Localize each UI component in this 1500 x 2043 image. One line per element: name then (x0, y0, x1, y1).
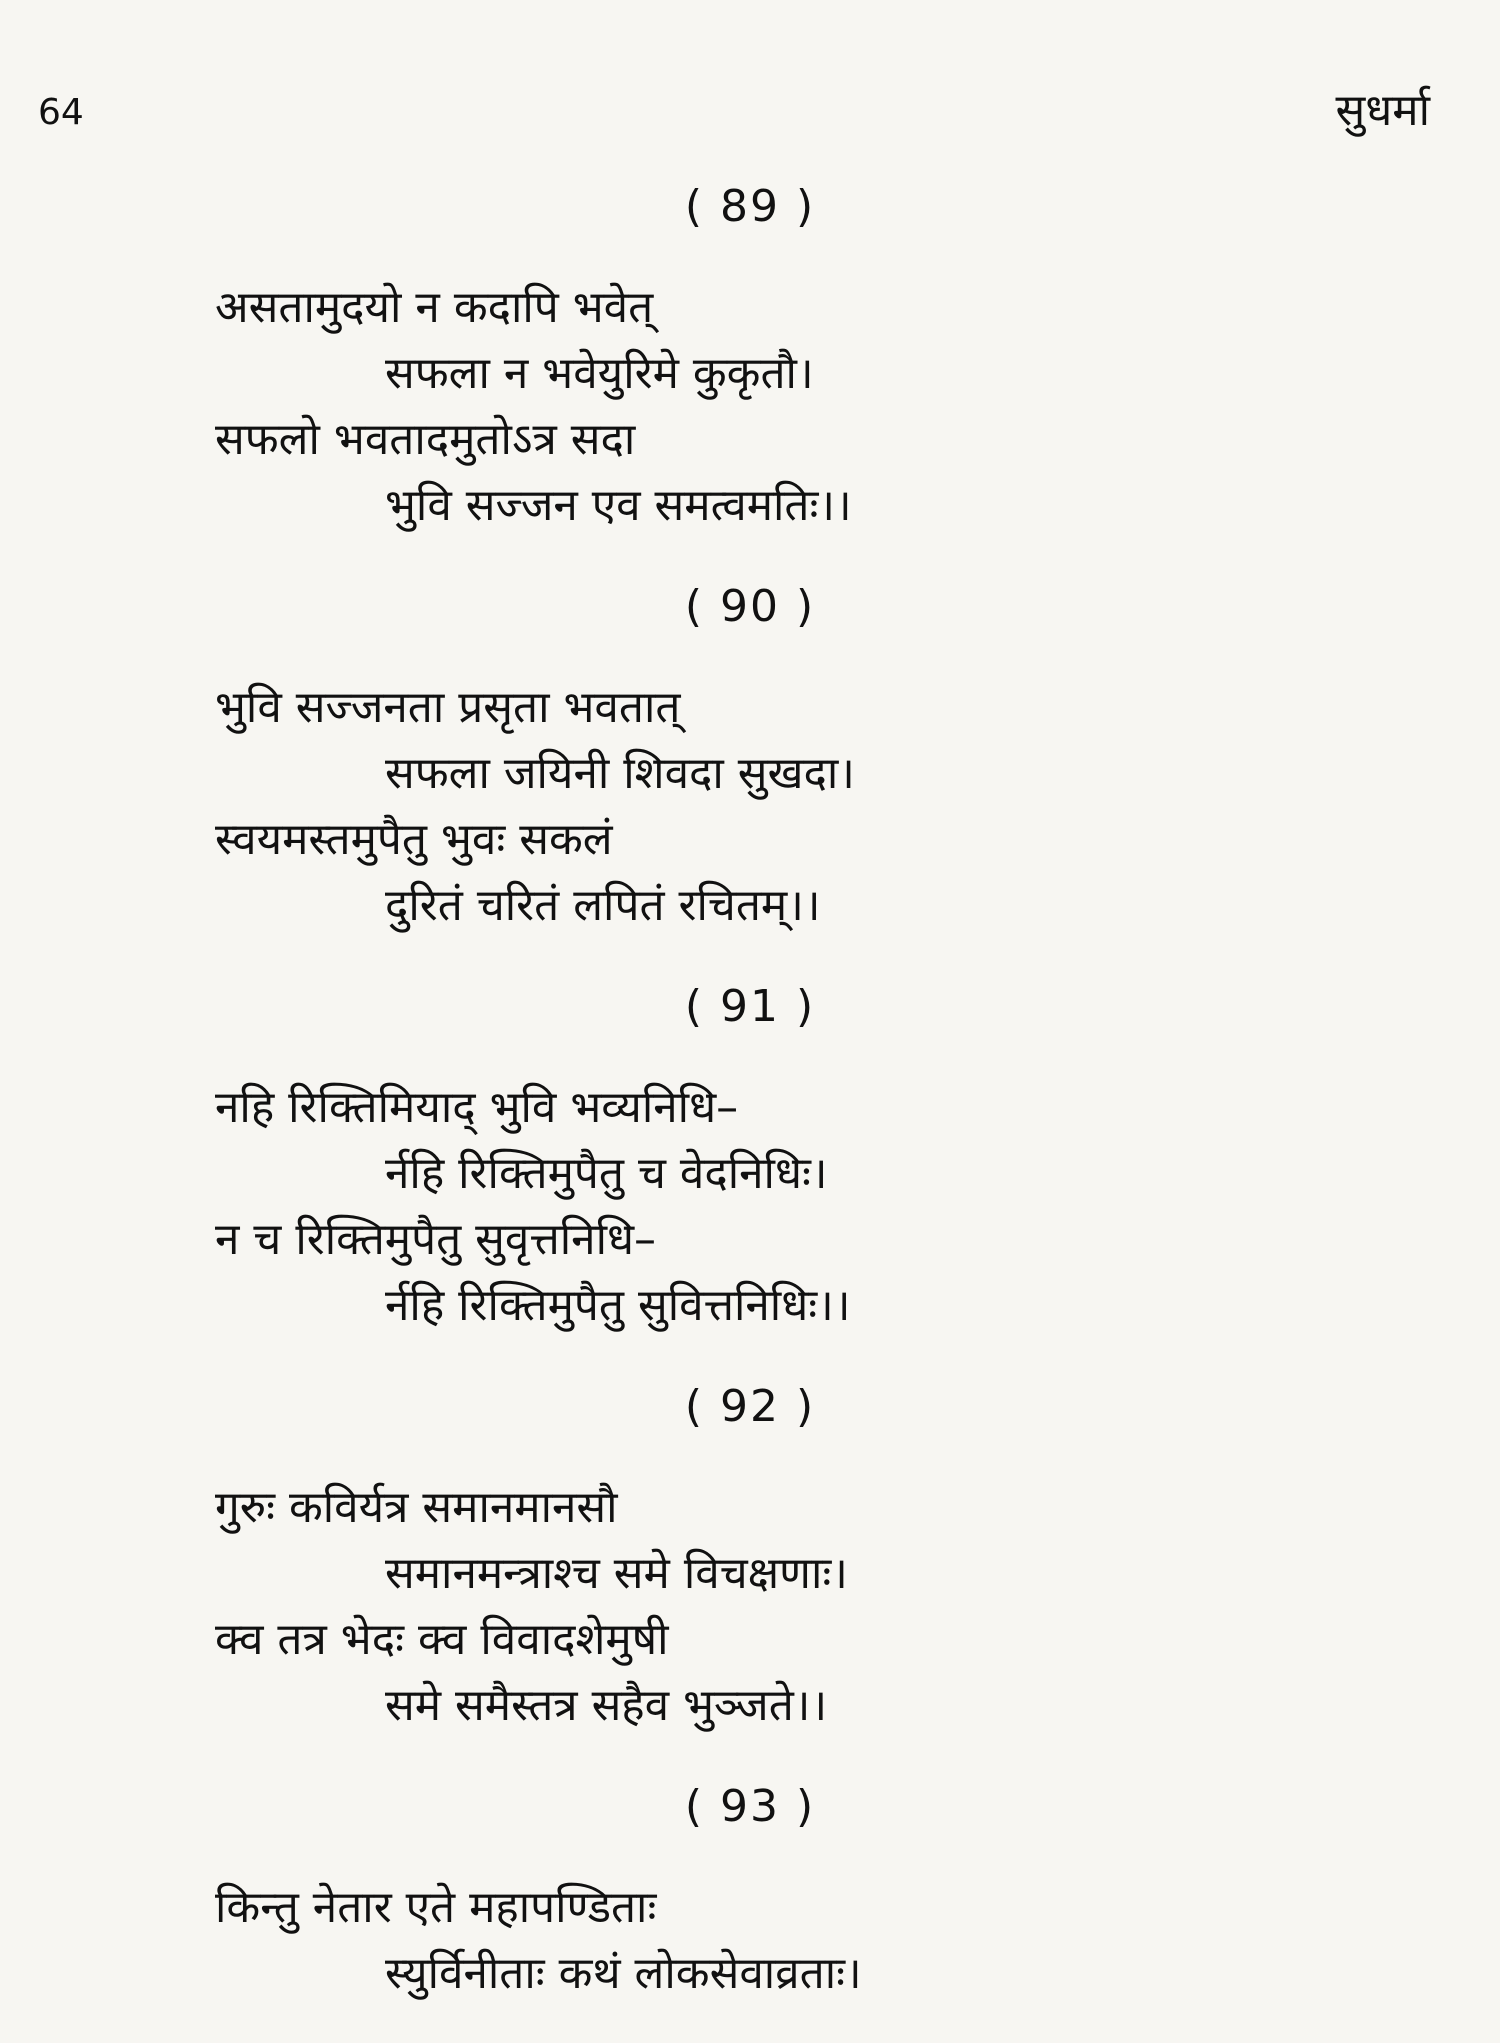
verse-list (0, 175, 1500, 2043)
verse-number: ( 91 ) (684, 981, 816, 1032)
verse-line: भुवि सज्जन एव समत्वमतिः।। (385, 480, 852, 531)
verse-line: गुरुः कविर्यत्र समानमानसौ (215, 1482, 618, 1533)
verse-line: सफला न भवेयुरिमे कुकृतौ। (385, 348, 814, 399)
page-header (0, 0, 1500, 160)
verse-line: क्व तत्र भेदः क्व विवादशेमुषी (215, 1614, 669, 1665)
verse-92 (0, 1375, 1500, 1739)
verse-line: सफला जयिनी शिवदा सुखदा। (385, 748, 855, 799)
verse-line: असतामुदयो न कदापि भवेत् (215, 282, 654, 333)
verse-line: र्नहि रिक्तिमुपैतु च वेदनिधिः। (385, 1148, 828, 1199)
verse-number: ( 93 ) (684, 1781, 816, 1832)
verse-line: नहि रिक्तिमियाद् भुवि भव्यनिधि– (215, 1082, 739, 1133)
verse-93 (0, 1775, 1500, 2007)
verse-line: समानमन्त्राश्च समे विचक्षणाः। (385, 1548, 848, 1599)
verse-line: न च रिक्तिमुपैतु सुवृत्तनिधि– (215, 1214, 657, 1265)
running-title: सुधर्मा (1335, 85, 1430, 136)
verse-number: ( 89 ) (684, 181, 816, 232)
verse-90 (0, 575, 1500, 939)
verse-number: ( 92 ) (684, 1381, 816, 1432)
verse-line: स्वयमस्तमुपैतु भुवः सकलं (215, 814, 613, 865)
verse-line: सफलो भवतादमुतोऽत्र सदा (215, 414, 636, 465)
verse-line: दुरितं चरितं लपितं रचितम्।। (385, 880, 821, 931)
verse-line: समे समैस्तत्र सहैव भुञ्जते।। (385, 1680, 828, 1731)
verse-line: र्नहि रिक्तिमुपैतु सुवित्तनिधिः।। (385, 1280, 851, 1331)
verse-line: भुवि सज्जनता प्रसृता भवतात् (215, 682, 681, 733)
page-number: 64 (38, 92, 84, 133)
verse-91 (0, 975, 1500, 1339)
verse-line: किन्तु नेतार एते महापण्डिताः (215, 1882, 657, 1933)
verse-line: स्युर्विनीताः कथं लोकसेवाव्रताः। (385, 1948, 862, 1999)
verse-number: ( 90 ) (684, 581, 816, 632)
verse-89 (0, 175, 1500, 539)
